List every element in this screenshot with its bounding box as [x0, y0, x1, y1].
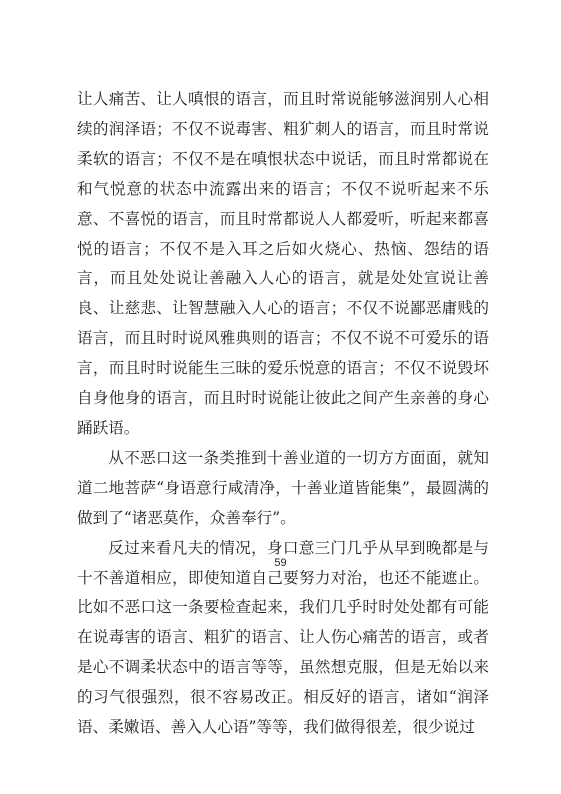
- paragraph-3: 反过来看凡夫的情况，身口意三门几乎从早到晚都是与十不善道相应，即使知道自己要努力对治，也还不能遮止。比如不恶口这一条要检查起来，我们几乎时时处处都有可能在说毒害的语言、粗犷的语言、让人伤心痛苦的语言，或者是心不调柔状态中的语言等等，虽然想克服，但是无始以来的习气很强烈，很不容易改正。相反好的语言，诸如“润泽语、柔嫩语、善入人心语”等等，我们做得很差，很少说过: [77, 538, 489, 737]
- body-text: [77, 85, 489, 743]
- paragraph-2: 从不恶口这一条类推到十善业道的一切方方面面，就知道二地菩萨“身语意行咸清净，十善业道皆能集”，最圆满的做到了“诸恶莫作，众善奉行”。: [77, 448, 489, 527]
- page-number: 59: [274, 557, 287, 569]
- paragraph-1: 让人痛苦、让人嗔恨的语言，而且时常说能够滋润别人心相续的润泽语；不仅不说毒害、粗犷刺人的语言，而且时常说柔软的语言；不仅不是在嗔恨状态中说话，而且时常都说在和气悦意的状态中流露出来的语言；不仅不说听起来不乐意、不喜悦的语言，而且时常都说人人都爱听，听起来都喜悦的语言；不仅不是入耳之后如火烧心、热恼、怨结的语言，而且处处说让善融入人心的语言，就是处处宣说让善良、让慈悲、让智慧融入人心的语言；不仅不说鄙恶庸贱的语言，而且时时说风雅典则的语言；不仅不说不可爱乐的语言，而且时时说能生三昧的爱乐悦意的语言；不仅不说毁坏自身他身的语言，而且时时说能让彼此之间产生亲善的身心踊跃语。: [77, 90, 489, 437]
